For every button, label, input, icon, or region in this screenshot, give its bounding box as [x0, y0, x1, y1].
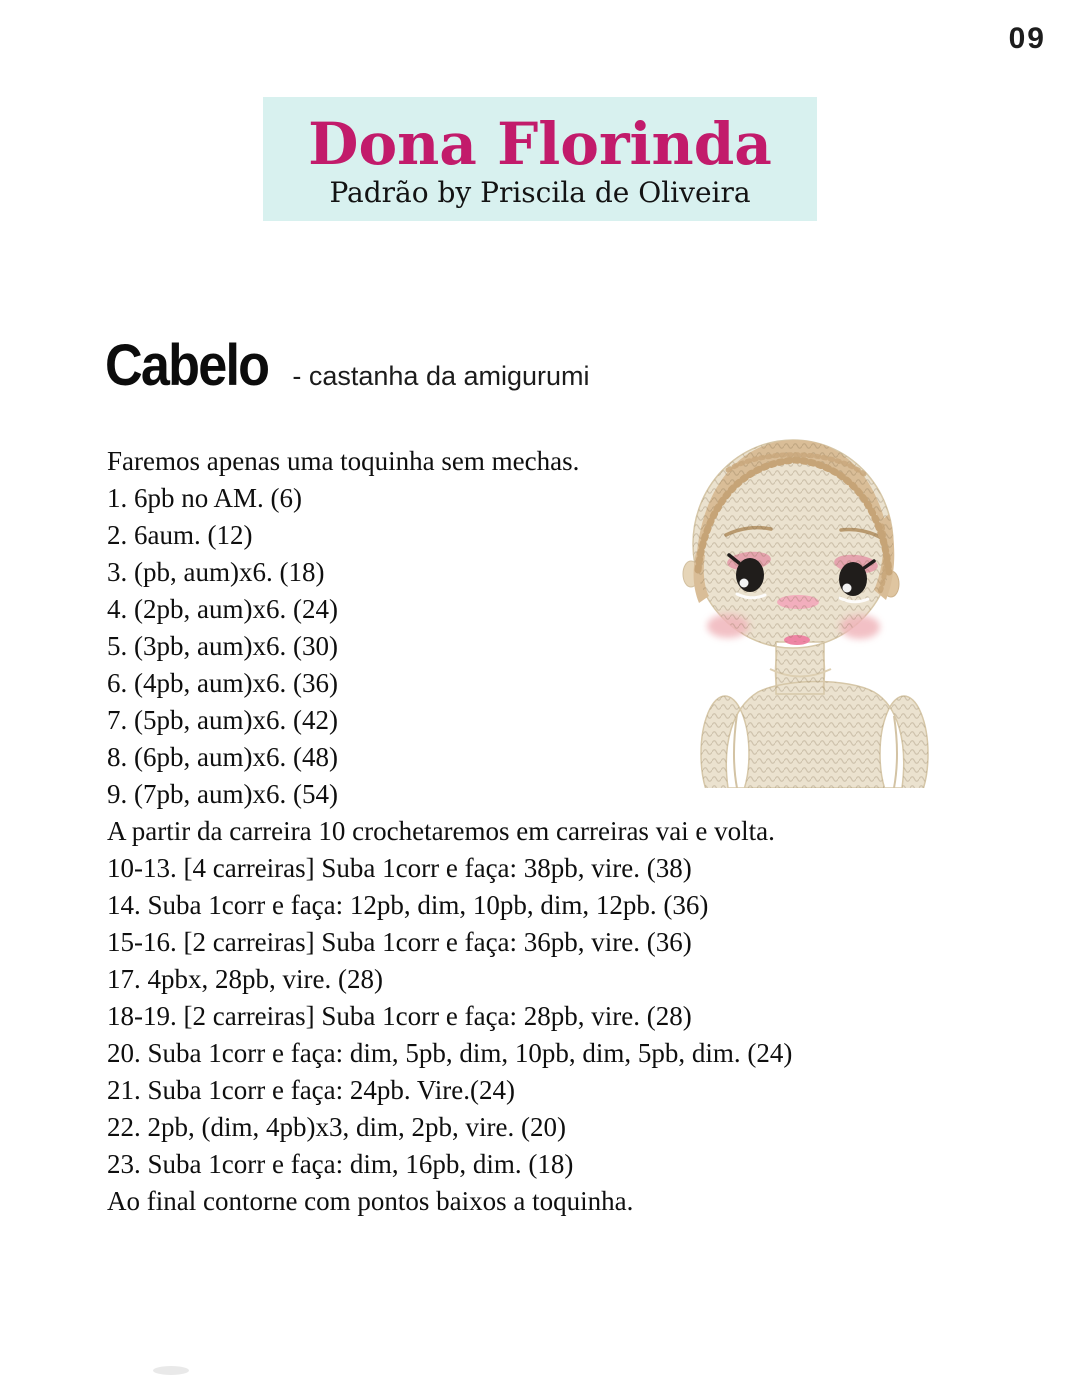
- instruction-line: 21. Suba 1corr e faça: 24pb. Vire.(24): [107, 1075, 515, 1105]
- section-header: [105, 333, 590, 398]
- instruction-line: 8. (6pb, aum)x6. (48): [107, 742, 338, 772]
- instruction-line: 14. Suba 1corr e faça: 12pb, dim, 10pb, dim, 12pb. (36): [107, 890, 709, 920]
- instruction-line: Faremos apenas uma toquinha sem mechas.: [107, 446, 580, 476]
- page-number: 09: [1008, 22, 1046, 55]
- instruction-line: A partir da carreira 10 crochetaremos em carreiras vai e volta.: [107, 816, 775, 846]
- cut-off-text-artifact: [153, 1366, 189, 1375]
- instruction-line: 5. (3pb, aum)x6. (30): [107, 631, 338, 661]
- instruction-line: 2. 6aum. (12): [107, 520, 253, 550]
- instruction-line: 7. (5pb, aum)x6. (42): [107, 705, 338, 735]
- instruction-line: 9. (7pb, aum)x6. (54): [107, 779, 338, 809]
- title-banner: [263, 97, 817, 221]
- doll-photo: [658, 422, 992, 788]
- instruction-line: 6. (4pb, aum)x6. (36): [107, 668, 338, 698]
- instruction-line: 10-13. [4 carreiras] Suba 1corr e faça: 38pb, vire. (38): [107, 853, 692, 883]
- instruction-line: 18-19. [2 carreiras] Suba 1corr e faça: 28pb, vire. (28): [107, 1001, 692, 1031]
- instruction-line: 15-16. [2 carreiras] Suba 1corr e faça: 36pb, vire. (36): [107, 927, 692, 957]
- pattern-title: Dona Florinda: [308, 110, 772, 178]
- instruction-line: 20. Suba 1corr e faça: dim, 5pb, dim, 10pb, dim, 5pb, dim. (24): [107, 1038, 793, 1068]
- instruction-line: 22. 2pb, (dim, 4pb)x3, dim, 2pb, vire. (20): [107, 1112, 566, 1142]
- instruction-line: 17. 4pbx, 28pb, vire. (28): [107, 964, 383, 994]
- instruction-line: Ao final contorne com pontos baixos a toquinha.: [107, 1186, 634, 1216]
- section-title: Cabelo: [105, 333, 269, 398]
- instruction-line: 1. 6pb no AM. (6): [107, 483, 302, 513]
- instruction-line: 4. (2pb, aum)x6. (24): [107, 594, 338, 624]
- pattern-author: Padrão by Priscila de Oliveira: [329, 176, 751, 209]
- instruction-line: 23. Suba 1corr e faça: dim, 16pb, dim. (18): [107, 1149, 574, 1179]
- section-yarn-note: - castanha da amigurumi: [292, 361, 590, 391]
- instruction-line: 3. (pb, aum)x6. (18): [107, 557, 325, 587]
- amigurumi-doll-image: [658, 422, 992, 788]
